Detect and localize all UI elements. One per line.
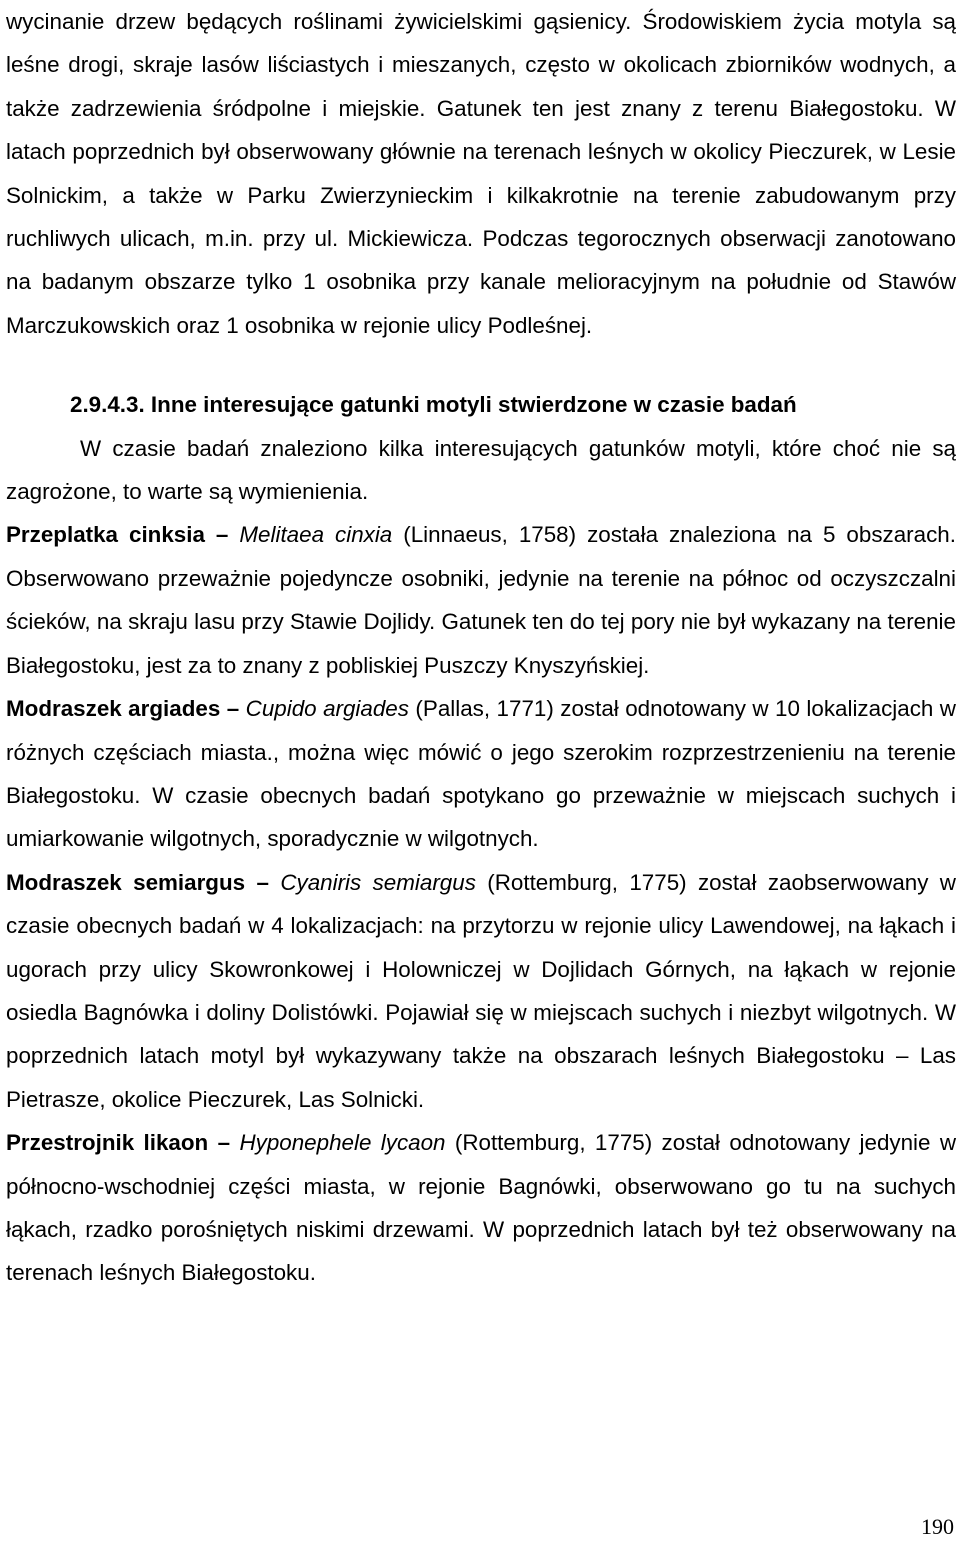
species-latin-name: Cyaniris semiargus — [280, 869, 476, 895]
species-latin-name: Melitaea cinxia — [239, 522, 393, 548]
species-description: (Linnaeus, 1758) została znaleziona na 5 obszarach. Obserwowano przeważnie pojedyncze osobniki, jedynie na terenie na północ od oczyszczalni ścieków, na skraju lasu przy Stawie Dojlidy. Gatunek ten do tej pory nie był wykazany na terenie Białegostoku, jest za to znany z pobliskiej Puszczy Knyszyńskiej. — [6, 522, 956, 678]
spacer — [6, 347, 956, 383]
species-dash: – — [208, 1130, 240, 1156]
species-name: Modraszek semiargus — [6, 869, 246, 895]
species-description: (Rottemburg, 1775) został zaobserwowany w czasie obecnych badań w 4 lokalizacjach: na przytorzu w rejonie ulicy Lawendowej, na łąkach i ugorach przy ulicy Skowronkowej i Holowniczej w Dojlidach Górnych, na łąkach w rejonie osiedla Bagnówka i doliny Dolistówki. Pojawiał się w miejscach suchych i niezbyt wilgotnych. W poprzednich latach motyl był wykazywany także na obszarach leśnych Białegostoku – Las Pietrasze, okolice Pieczurek, Las Solnicki. — [6, 869, 956, 1112]
species-entry-modraszek-argiades — [6, 687, 956, 861]
species-entry-modraszek-semiargus — [6, 861, 956, 1121]
species-name: Modraszek argiades — [6, 696, 221, 722]
species-dash: – — [220, 696, 246, 722]
species-entry-przeplatka — [6, 513, 956, 687]
species-name: Przestrojnik likaon — [6, 1130, 209, 1156]
species-dash: – — [204, 522, 240, 548]
species-latin-name: Hyponephele lycaon — [239, 1130, 446, 1156]
section-heading: 2.9.4.3. Inne interesujące gatunki motyli stwierdzone w czasie badań — [70, 392, 797, 418]
page-number: 190 — [921, 1514, 954, 1539]
species-description: (Pallas, 1771) został odnotowany w 10 lokalizacjach w różnych częściach miasta., można więc mówić o jego szerokim rozprzestrzenieniu na terenie Białegostoku. W czasie obecnych badań spotykano go przeważnie w miejscach suchych i umiarkowanie wilgotnych, sporadycznie w wilgotnych. — [6, 696, 956, 852]
species-dash: – — [245, 869, 281, 895]
species-latin-name: Cupido argiades — [245, 696, 409, 722]
document-page — [6, 0, 956, 1295]
section-intro: W czasie badań znaleziono kilka interesujących gatunków motyli, które choć nie są zagrożone, to warte są wymienienia. — [6, 435, 956, 505]
species-description: (Rottemburg, 1775) został odnotowany jedynie w północno-wschodniej części miasta, w rejonie Bagnówki, obserwowano go tu na suchych łąkach, rzadko porośniętych niskimi drzewami. W poprzednich latach był też obserwowany na terenach leśnych Białegostoku. — [6, 1130, 957, 1286]
species-name: Przeplatka cinksia — [6, 522, 205, 548]
species-entry-przestrojnik-likaon — [6, 1121, 956, 1295]
paragraph-continuation: wycinanie drzew będących roślinami żywicielskimi gąsienicy. Środowiskiem życia motyla są leśne drogi, skraje lasów liściastych i mieszanych, często w okolicach zbiorników wodnych, a także zadrzewienia śródpolne i miejskie. Gatunek ten jest znany z terenu Białegostoku. W latach poprzednich był obserwowany głównie na terenach leśnych w okolicy Pieczurek, w Lesie Solnickim, a także w Parku Zwierzynieckim i kilkakrotnie na terenie zabudowanym przy ruchliwych ulicach, m.in. przy ul. Mickiewicza. Podczas tegorocznych obserwacji zanotowano na badanym obszarze tylko 1 osobnika przy kanale melioracyjnym na południe od Stawów Marczukowskich oraz 1 osobnika w rejonie ulicy Podleśnej. — [6, 9, 956, 338]
